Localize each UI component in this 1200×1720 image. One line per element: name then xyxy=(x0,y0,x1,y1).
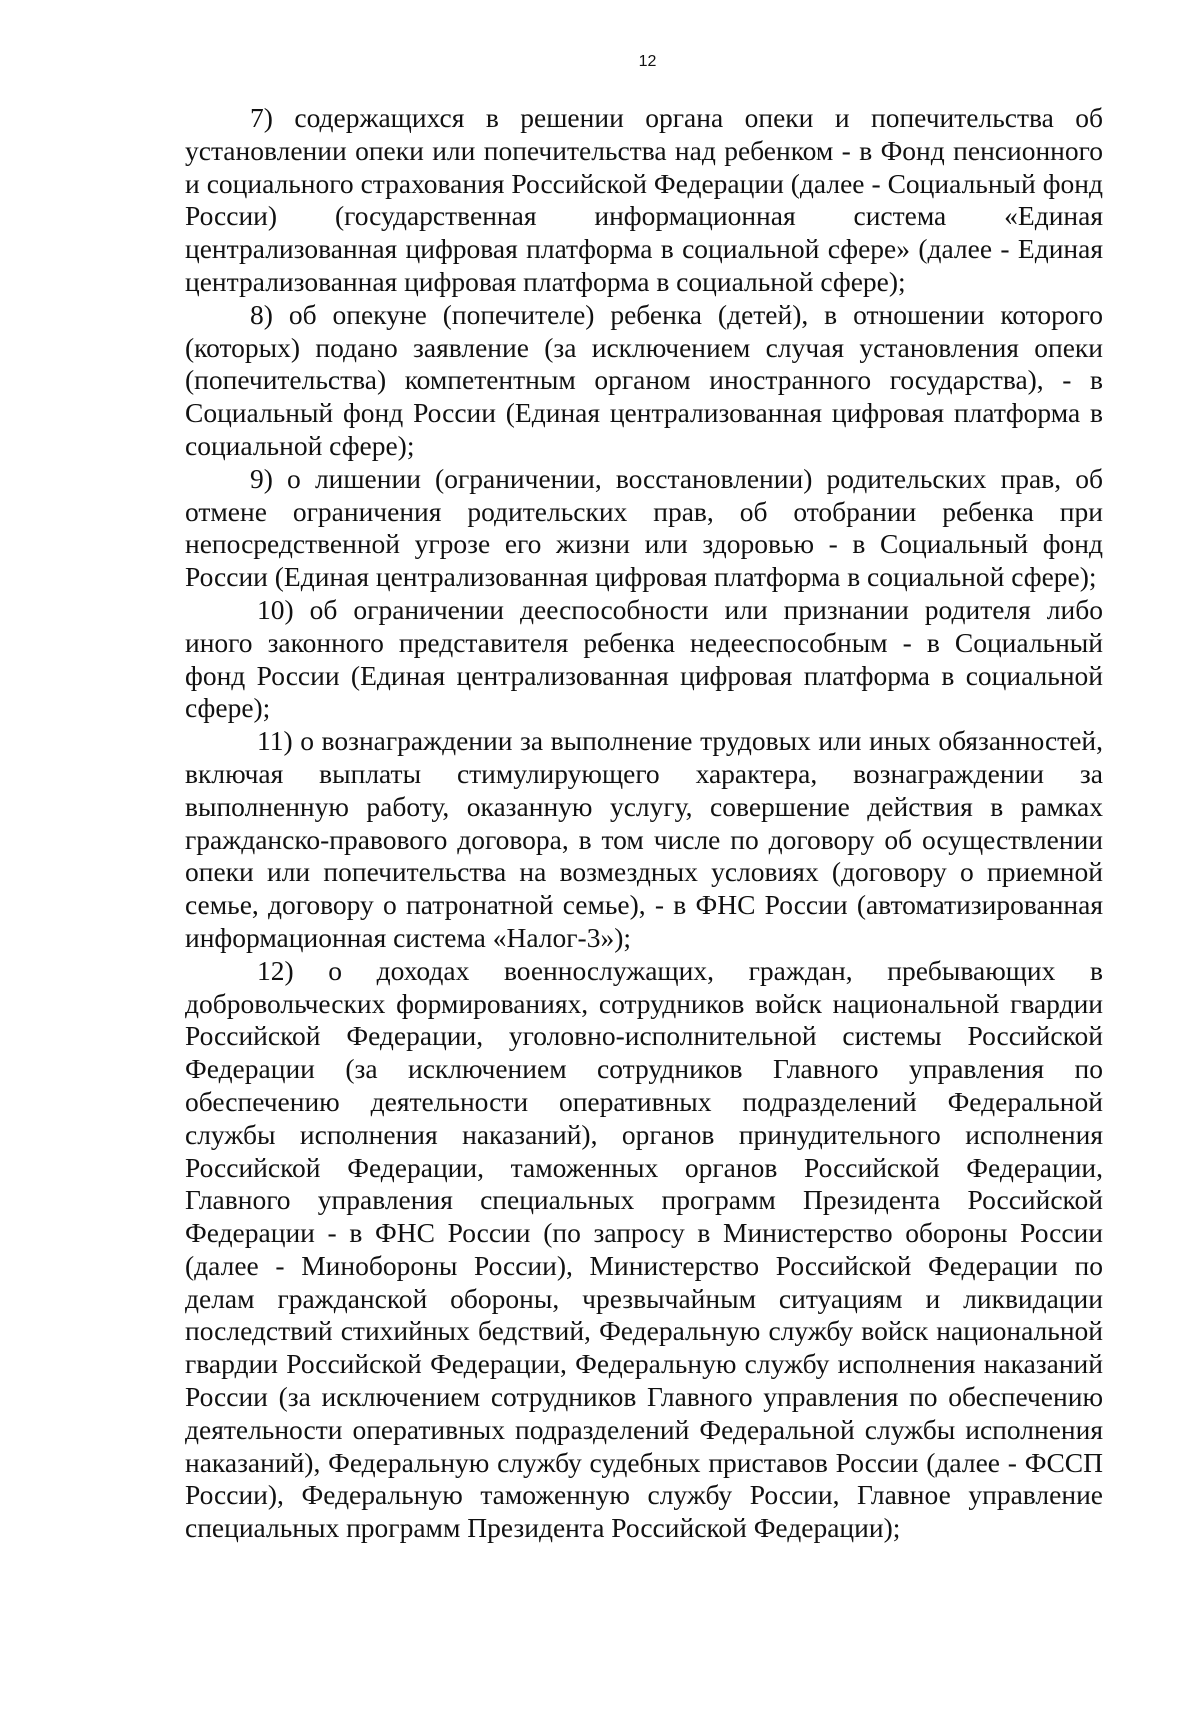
document-body xyxy=(185,102,1103,1545)
paragraph-item-12: 12) о доходах военнослужащих, граждан, пребывающих в добровольческих формированиях, сотрудников войск национальной гвардии Российской Федерации, уголовно-исполнительной системы Российской Федерации (за исключением сотрудников Главного управления по обеспечению деятельности оперативных подразделений Федеральной службы исполнения наказаний), органов принудительного исполнения Российской Федерации, таможенных органов Российской Федерации, Главного управления специальных программ Президента Российской Федерации - в ФНС России (по запросу в Министерство обороны России (далее - Минобороны России), Министерство Российской Федерации по делам гражданской обороны, чрезвычайным ситуациям и ликвидации последствий стихийных бедствий, Федеральную службу войск национальной гвардии Российской Федерации, Федеральную службу исполнения наказаний России (за исключением сотрудников Главного управления по обеспечению деятельности оперативных подразделений Федеральной службы исполнения наказаний), Федеральную службу судебных приставов России (далее - ФССП России), Федеральную таможенную службу России, Главное управление специальных программ Президента Российской Федерации); xyxy=(185,954,1103,1544)
paragraph-item-7: 7) содержащихся в решении органа опеки и попечительства об установлении опеки или попечительства над ребенком - в Фонд пенсионного и социального страхования Российской Федерации (далее - Социальный фонд России) (государственная информационная система «Единая централизованная цифровая платформа в социальной сфере» (далее - Единая централизованная цифровая платформа в социальной сфере); xyxy=(185,102,1103,297)
paragraph-item-8: 8) об опекуне (попечителе) ребенка (детей), в отношении которого (которых) подано заявление (за исключением случая установления опеки (попечительства) компетентным органом иностранного государства), - в Социальный фонд России (Единая централизованная цифровая платформа в социальной сфере); xyxy=(185,298,1103,461)
page-number: 12 xyxy=(638,53,657,70)
paragraph-item-9: 9) о лишении (ограничении, восстановлении) родительских прав, об отмене ограничения родительских прав, об отобрании ребенка при непосредственной угрозе его жизни или здоровью - в Социальный фонд России (Единая централизованная цифровая платформа в социальной сфере); xyxy=(185,462,1103,593)
paragraph-item-10: 10) об ограничении дееспособности или признании родителя либо иного законного представителя ребенка недееспособным - в Социальный фонд России (Единая централизованная цифровая платформа в социальной сфере); xyxy=(185,593,1103,724)
paragraph-item-11: 11) о вознаграждении за выполнение трудовых или иных обязанностей, включая выплаты стимулирующего характера, вознаграждении за выполненную работу, оказанную услугу, совершение действия в рамках гражданско-правового договора, в том числе по договору об осуществлении опеки или попечительства на возмездных условиях (договору о приемной семье, договору о патронатной семье), - в ФНС России (автоматизированная информационная система «Налог-3»); xyxy=(185,725,1103,953)
